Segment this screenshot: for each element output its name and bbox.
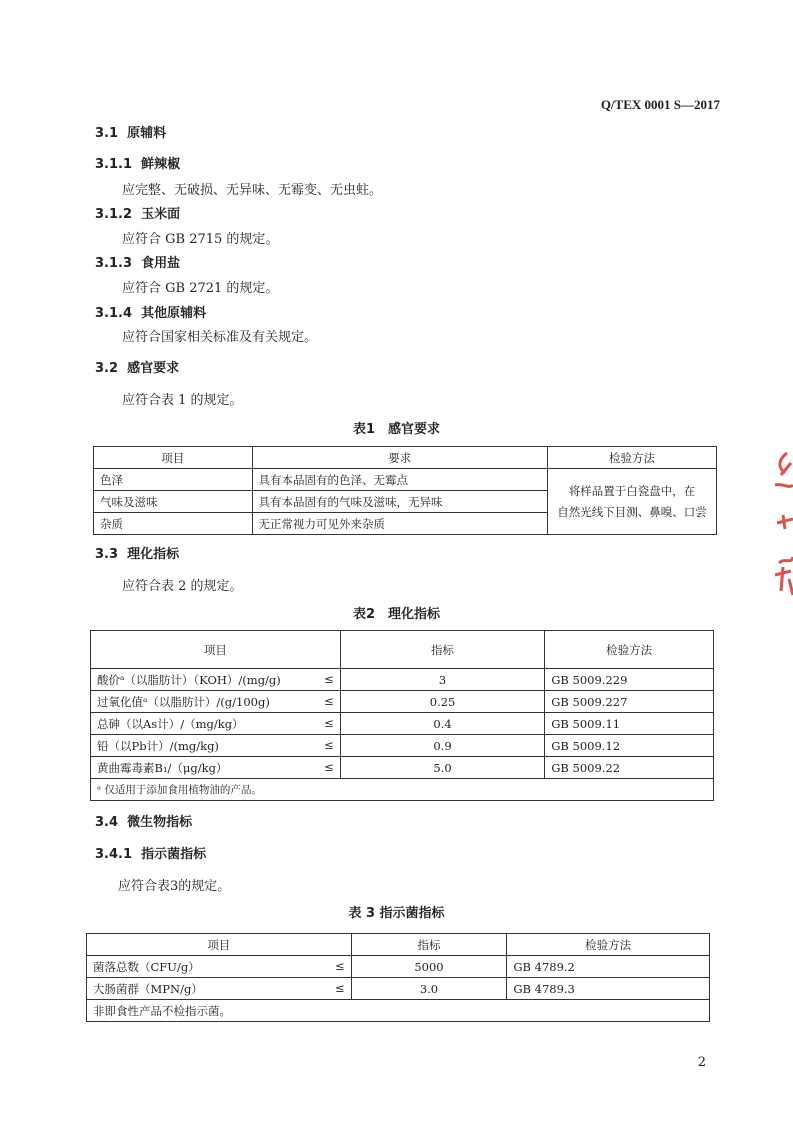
section-number: 3.2: [95, 361, 119, 376]
section-title: 玉米面: [141, 207, 181, 222]
method-cell: GB 4789.3: [507, 978, 710, 1000]
item-label: 总砷（以As计）/（mg/kg）: [97, 716, 244, 731]
operator: ≤: [334, 980, 345, 995]
item-cell: [91, 735, 341, 757]
value-cell: 3.0: [351, 978, 507, 1000]
operator: ≤: [324, 715, 334, 730]
table-row: [91, 669, 714, 691]
section-3-1-4-heading: [95, 302, 206, 321]
item-cell: [91, 757, 341, 779]
section-title: 其他原辅料: [141, 306, 207, 321]
table3: [86, 933, 710, 1022]
section-number: 3.4: [95, 815, 119, 830]
table-note: ᵃ 仅适用于添加食用植物油的产品。: [91, 779, 714, 801]
item-cell: 气味及滋味: [94, 491, 253, 513]
table-header-row: [87, 934, 710, 956]
value-cell: 0.9: [340, 735, 544, 757]
table-note: 非即食性产品不检指示菌。: [87, 1000, 710, 1022]
section-3-1-2-text: 应符合 GB 2715 的规定。: [122, 232, 279, 247]
item-cell: [91, 713, 341, 735]
section-3-1-1-text: 应完整、无破损、无异味、无霉变、无虫蛀。: [122, 183, 383, 198]
section-3-1-3-heading: [95, 252, 180, 271]
table-note-row: [87, 1000, 710, 1022]
section-3-2-text: 应符合表 1 的规定。: [122, 393, 243, 408]
item-cell: [91, 691, 341, 713]
table-header-row: [91, 631, 714, 669]
table2-caption: 表2 理化指标: [352, 607, 441, 622]
value-cell: 0.4: [340, 713, 544, 735]
table2: [90, 630, 714, 801]
section-3-1-3-text: 应符合 GB 2721 的规定。: [122, 281, 279, 296]
table1-caption: 表1 感官要求: [352, 422, 441, 437]
table3-caption: 表 3 指示菌指标: [348, 906, 445, 921]
table-header-cell: 项目: [94, 447, 253, 469]
section-number: 3.1.1: [95, 157, 133, 172]
table-header-cell: 检验方法: [507, 934, 710, 956]
method-cell: GB 5009.22: [545, 757, 714, 779]
operator: ≤: [324, 759, 334, 774]
operator: ≤: [324, 671, 334, 686]
section-title: 理化指标: [127, 547, 180, 562]
value-cell: 5.0: [340, 757, 544, 779]
value-cell: 3: [340, 669, 544, 691]
section-3-3-heading: [95, 543, 179, 562]
method-cell: GB 5009.229: [545, 669, 714, 691]
red-seal-stamp-icon: [765, 445, 793, 605]
table-row: [91, 713, 714, 735]
method-cell: GB 5009.11: [545, 713, 714, 735]
section-number: 3.1: [95, 126, 119, 141]
item-label: 黄曲霉毒素B₁/（μg/kg）: [97, 760, 228, 775]
method-cell: [548, 469, 717, 535]
item-label: 菌落总数（CFU/g）: [93, 959, 200, 974]
page-number: 2: [697, 1055, 706, 1070]
section-number: 3.3: [95, 547, 119, 562]
operator: ≤: [324, 737, 334, 752]
section-3-1-heading: [95, 122, 166, 141]
item-cell: 色泽: [94, 469, 253, 491]
method-line: 将样品置于白瓷盘中，在: [568, 483, 696, 498]
section-3-2-heading: [95, 357, 179, 376]
item-cell: [91, 669, 341, 691]
item-label: 酸价ᵃ（以脂肪计）（KOH）/(mg/g): [97, 672, 281, 687]
section-3-1-1-heading: [95, 153, 180, 172]
table-row: [91, 757, 714, 779]
requirement-cell: 具有本品固有的色泽、无霉点: [252, 469, 547, 491]
operator: ≤: [334, 958, 345, 973]
table-header-cell: 要求: [252, 447, 547, 469]
section-title: 鲜辣椒: [141, 157, 181, 172]
item-label: 大肠菌群（MPN/g）: [93, 981, 203, 996]
section-number: 3.1.3: [95, 256, 133, 271]
table-header-cell: 指标: [351, 934, 507, 956]
section-title: 微生物指标: [127, 815, 193, 830]
section-number: 3.1.2: [95, 207, 133, 222]
standard-code: Q/TEX 0001 S—2017: [600, 97, 720, 112]
table-header-cell: 指标: [340, 631, 544, 669]
table-row: [87, 956, 710, 978]
value-cell: 5000: [351, 956, 507, 978]
section-3-4-1-heading: [95, 843, 206, 862]
section-3-4-1-text: 应符合表3的规定。: [118, 879, 231, 894]
table-row: [91, 735, 714, 757]
item-cell: [87, 956, 352, 978]
requirement-cell: 无正常视力可见外来杂质: [252, 513, 547, 535]
method-cell: GB 4789.2: [507, 956, 710, 978]
table-row: [94, 469, 717, 491]
table-row: [87, 978, 710, 1000]
item-label: 铅（以Pb计）/(mg/kg): [97, 738, 219, 753]
table-header-cell: 检验方法: [548, 447, 717, 469]
method-line: 自然光线下目测、鼻嗅、口尝: [557, 504, 707, 519]
section-title: 指示菌指标: [141, 847, 207, 862]
method-cell: GB 5009.12: [545, 735, 714, 757]
section-title: 食用盐: [141, 256, 181, 271]
section-title: 原辅料: [127, 126, 167, 141]
operator: ≤: [324, 693, 334, 708]
section-3-4-heading: [95, 811, 192, 830]
table-header-cell: 项目: [91, 631, 341, 669]
value-cell: 0.25: [340, 691, 544, 713]
section-3-1-2-heading: [95, 203, 180, 222]
item-cell: [87, 978, 352, 1000]
requirement-cell: 具有本品固有的气味及滋味，无异味: [252, 491, 547, 513]
method-cell: GB 5009.227: [545, 691, 714, 713]
table1: [93, 446, 717, 535]
section-title: 感官要求: [127, 361, 180, 376]
item-label: 过氧化值ᵃ（以脂肪计）/(g/100g): [97, 694, 270, 709]
item-cell: 杂质: [94, 513, 253, 535]
section-number: 3.4.1: [95, 847, 133, 862]
table-row: [91, 691, 714, 713]
section-3-1-4-text: 应符合国家相关标准及有关规定。: [122, 330, 318, 345]
table-header-row: [94, 447, 717, 469]
table-header-cell: 项目: [87, 934, 352, 956]
table-header-cell: 检验方法: [545, 631, 714, 669]
section-3-3-text: 应符合表 2 的规定。: [122, 579, 243, 594]
section-number: 3.1.4: [95, 306, 133, 321]
table-note-row: [91, 779, 714, 801]
